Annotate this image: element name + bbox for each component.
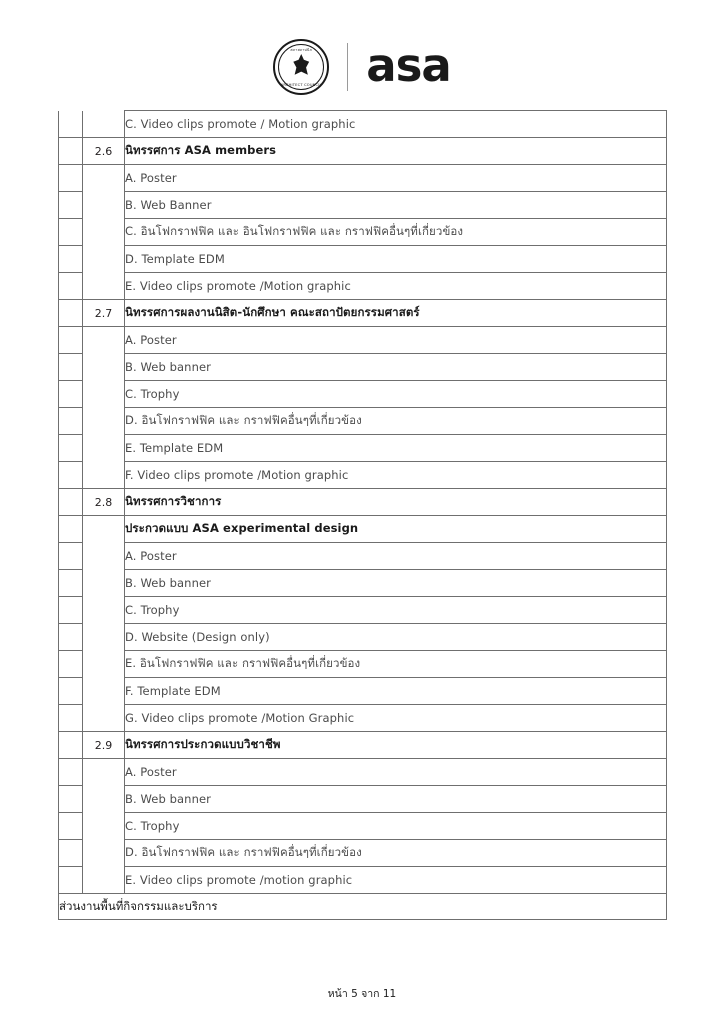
row-marker-cell [59, 138, 83, 165]
table-row [59, 300, 667, 327]
row-number-cell [83, 813, 125, 840]
row-number-cell [83, 273, 125, 300]
table-row [59, 138, 667, 165]
row-text-cell: C. Trophy [125, 597, 667, 624]
document-header [0, 36, 724, 98]
row-text-cell: C. อินโฟกราฟฟิค และ อินโฟกราฟฟิค และ กราฟฟิคอื่นๆที่เกี่ยวข้อง [125, 219, 667, 246]
row-text-cell: B. Web Banner [125, 192, 667, 219]
table-row [59, 651, 667, 678]
seal-inner-emblem [284, 50, 318, 84]
table-row [59, 813, 667, 840]
row-number-cell [83, 462, 125, 489]
row-number-cell [83, 516, 125, 543]
row-text-cell: A. Poster [125, 165, 667, 192]
row-marker-cell [59, 408, 83, 435]
table-row [59, 786, 667, 813]
row-marker-cell [59, 786, 83, 813]
row-text-cell: E. อินโฟกราฟฟิค และ กราฟฟิคอื่นๆที่เกี่ยวข้อง [125, 651, 667, 678]
row-number-cell [83, 408, 125, 435]
row-marker-cell [59, 354, 83, 381]
table-row [59, 543, 667, 570]
row-marker-cell [59, 867, 83, 894]
row-marker-cell [59, 435, 83, 462]
row-number-cell [83, 165, 125, 192]
seal-emblem-shape [290, 54, 312, 80]
row-marker-cell [59, 462, 83, 489]
row-marker-cell [59, 570, 83, 597]
row-number-cell [83, 651, 125, 678]
row-marker-cell [59, 381, 83, 408]
row-number-cell [83, 111, 125, 138]
row-number-cell: 2.9 [83, 732, 125, 759]
row-text-cell: C. Trophy [125, 813, 667, 840]
row-marker-cell [59, 219, 83, 246]
row-text-cell: E. Video clips promote /motion graphic [125, 867, 667, 894]
row-number-cell: 2.7 [83, 300, 125, 327]
table-row [59, 570, 667, 597]
row-text-cell: B. Web banner [125, 786, 667, 813]
row-text-cell: C. Video clips promote / Motion graphic [125, 111, 667, 138]
row-marker-cell [59, 543, 83, 570]
row-text-cell: ประกวดแบบ ASA experimental design [125, 516, 667, 543]
table-row [59, 354, 667, 381]
table-footer-row [59, 894, 667, 920]
row-number-cell [83, 246, 125, 273]
table-row [59, 732, 667, 759]
table-footer-text: ส่วนงานพื้นที่กิจกรรมและบริการ [59, 894, 667, 920]
row-marker-cell [59, 300, 83, 327]
row-number-cell: 2.8 [83, 489, 125, 516]
table-row [59, 597, 667, 624]
row-marker-cell [59, 813, 83, 840]
table-row [59, 219, 667, 246]
table-row [59, 624, 667, 651]
table-row [59, 192, 667, 219]
header-divider [347, 43, 348, 91]
table-row [59, 327, 667, 354]
row-text-cell: B. Web banner [125, 570, 667, 597]
row-text-cell: D. อินโฟกราฟฟิค และ กราฟฟิคอื่นๆที่เกี่ยวข้อง [125, 408, 667, 435]
row-marker-cell [59, 651, 83, 678]
row-text-cell: นิทรรศการ ASA members [125, 138, 667, 165]
row-marker-cell [59, 678, 83, 705]
row-number-cell [83, 705, 125, 732]
row-number-cell [83, 543, 125, 570]
table-row [59, 759, 667, 786]
row-text-cell: D. Website (Design only) [125, 624, 667, 651]
seal-top-text: สภาสถาปนิก [290, 48, 313, 52]
asa-wordmark: asa [366, 38, 451, 92]
row-text-cell: G. Video clips promote /Motion Graphic [125, 705, 667, 732]
row-number-cell [83, 435, 125, 462]
row-number-cell [83, 327, 125, 354]
row-number-cell [83, 678, 125, 705]
row-text-cell: นิทรรศการผลงานนิสิต-นักศึกษา คณะสถาปัตยกรรมศาสตร์ [125, 300, 667, 327]
table-row [59, 111, 667, 138]
row-text-cell: B. Web banner [125, 354, 667, 381]
table-row [59, 840, 667, 867]
row-number-cell [83, 570, 125, 597]
row-marker-cell [59, 840, 83, 867]
row-number-cell [83, 597, 125, 624]
row-marker-cell [59, 624, 83, 651]
row-text-cell: นิทรรศการวิชาการ [125, 489, 667, 516]
content-table [58, 110, 667, 920]
table-body [59, 111, 667, 920]
row-marker-cell [59, 597, 83, 624]
row-marker-cell [59, 165, 83, 192]
table-row [59, 165, 667, 192]
table-row [59, 462, 667, 489]
row-text-cell: A. Poster [125, 759, 667, 786]
row-marker-cell [59, 759, 83, 786]
table-row [59, 867, 667, 894]
table-row [59, 678, 667, 705]
row-marker-cell [59, 327, 83, 354]
row-text-cell: F. Video clips promote /Motion graphic [125, 462, 667, 489]
row-marker-cell [59, 246, 83, 273]
row-marker-cell [59, 192, 83, 219]
row-text-cell: F. Template EDM [125, 678, 667, 705]
table-row [59, 408, 667, 435]
row-number-cell [83, 867, 125, 894]
row-text-cell: E. Video clips promote /Motion graphic [125, 273, 667, 300]
table-row [59, 705, 667, 732]
seal-bottom-text: ARCHITECT COUNCIL [280, 83, 322, 87]
row-number-cell [83, 786, 125, 813]
row-number-cell [83, 624, 125, 651]
row-number-cell [83, 192, 125, 219]
row-number-cell [83, 354, 125, 381]
row-text-cell: A. Poster [125, 543, 667, 570]
row-marker-cell [59, 273, 83, 300]
page-number-footer: หน้า 5 จาก 11 [327, 988, 397, 1000]
row-number-cell [83, 840, 125, 867]
row-number-cell [83, 381, 125, 408]
row-marker-cell [59, 732, 83, 759]
row-text-cell: C. Trophy [125, 381, 667, 408]
row-marker-cell [59, 111, 83, 138]
table-row [59, 273, 667, 300]
table-row [59, 489, 667, 516]
table-row [59, 435, 667, 462]
row-marker-cell [59, 705, 83, 732]
row-number-cell: 2.6 [83, 138, 125, 165]
table-row [59, 516, 667, 543]
row-marker-cell [59, 489, 83, 516]
row-text-cell: D. อินโฟกราฟฟิค และ กราฟฟิคอื่นๆที่เกี่ยวข้อง [125, 840, 667, 867]
table-row [59, 246, 667, 273]
table-row [59, 381, 667, 408]
row-text-cell: A. Poster [125, 327, 667, 354]
row-text-cell: E. Template EDM [125, 435, 667, 462]
architect-council-seal-icon [273, 39, 329, 95]
row-number-cell [83, 759, 125, 786]
row-text-cell: นิทรรศการประกวดแบบวิชาชีพ [125, 732, 667, 759]
row-text-cell: D. Template EDM [125, 246, 667, 273]
row-number-cell [83, 219, 125, 246]
row-marker-cell [59, 516, 83, 543]
